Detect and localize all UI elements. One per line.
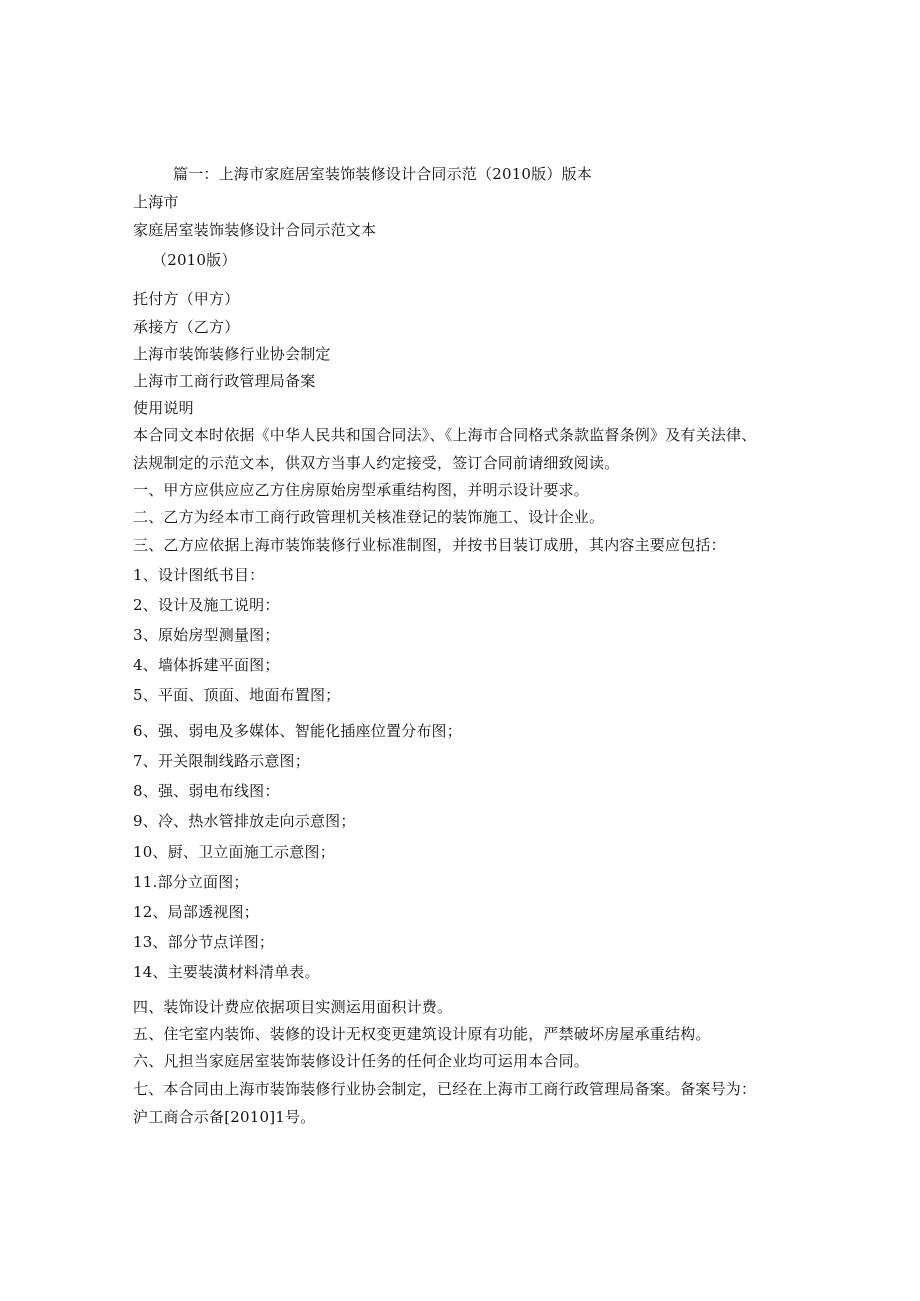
list-item: 14、主要装潢材料清单表。 [133, 963, 320, 981]
intro-line-2: 法规制定的示范文本，供双方当事人约定接受，签订合同前请细致阅读。 [133, 454, 620, 472]
clause-2: 二、乙方为经本市工商行政管理机关核准登记的装饰施工、设计企业。 [133, 508, 605, 526]
usage-title: 使用说明 [133, 399, 194, 417]
list-item: 13、部分节点详图； [133, 933, 275, 951]
party-a: 托付方（甲方） [133, 290, 240, 308]
list-item: 3、原始房型测量图； [133, 626, 280, 644]
clause-3: 三、乙方应依据上海市装饰装修行业标准制图，并按书目装订成册，其内容主要应包括： [133, 536, 726, 554]
clause-7: 七、本合同由上海市装饰装修行业协会制定，已经在上海市工商行政管理局备案。备案号为： [133, 1080, 757, 1098]
intro-line-1: 本合同文本时依据《中华人民共和国合同法》、《上海市合同格式条款监督条例》及有关法律、 [133, 426, 757, 444]
clause-5: 五、住宅室内装饰、装修的设计无权变更建筑设计原有功能，严禁破坏房屋承重结构。 [133, 1025, 711, 1043]
clause-1: 一、甲方应供应应乙方住房原始房型承重结构图，并明示设计要求。 [133, 481, 590, 499]
list-item: 8、强、弱电布线图： [133, 782, 280, 800]
clause-4: 四、装饰设计费应依据项目实测运用面积计费。 [133, 998, 453, 1016]
list-item: 4、墙体拆建平面图； [133, 656, 280, 674]
list-item: 5、平面、顶面、地面布置图； [133, 686, 341, 704]
made-by: 上海市装饰装修行业协会制定 [133, 345, 331, 363]
document-heading: 篇一：上海市家庭居室装饰装修设计合同示范（2010版）版本 [173, 165, 592, 183]
list-item: 11.部分立面图； [133, 873, 249, 891]
city-label: 上海市 [133, 193, 179, 211]
list-item: 7、开关限制线路示意图； [133, 752, 310, 770]
edition-label: （2010版） [152, 251, 237, 269]
list-item: 9、冷、热水管排放走向示意图； [133, 812, 356, 830]
party-b: 承接方（乙方） [133, 318, 240, 336]
filed-by: 上海市工商行政管理局备案 [133, 372, 316, 390]
list-item: 12、局部透视图； [133, 903, 259, 921]
filing-number: 沪工商合示备[2010]1号。 [133, 1108, 316, 1126]
contract-title: 家庭居室装饰装修设计合同示范文本 [133, 221, 377, 239]
list-item: 1、设计图纸书目： [133, 566, 265, 584]
list-item: 6、强、弱电及多媒体、智能化插座位置分布图； [133, 722, 462, 740]
list-item: 2、设计及施工说明： [133, 596, 280, 614]
clause-6: 六、凡担当家庭居室装饰装修设计任务的任何企业均可运用本合同。 [133, 1052, 590, 1070]
list-item: 10、厨、卫立面施工示意图； [133, 843, 335, 861]
